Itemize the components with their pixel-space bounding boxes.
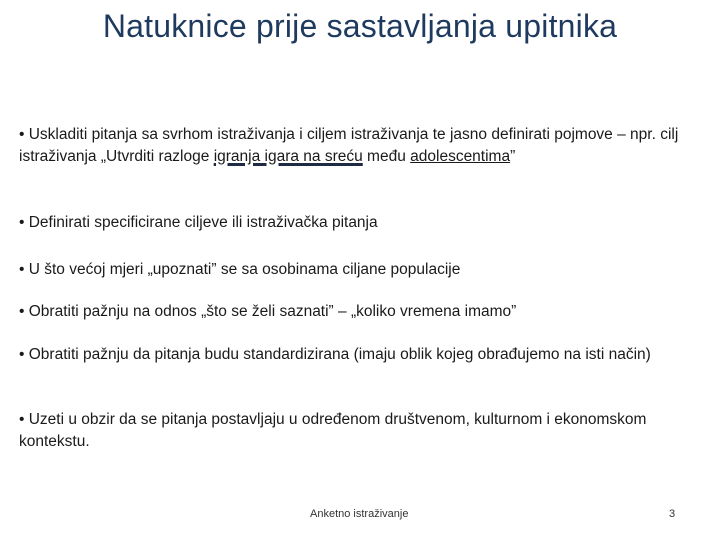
page-number: 3 bbox=[669, 508, 676, 520]
bullet-item-1 bbox=[19, 124, 709, 168]
bullet-item-3: • U što većoj mjeri „upoznati” se sa osobinama ciljane populacije bbox=[19, 261, 461, 278]
slide-footer: Anketno istraživanje bbox=[310, 508, 409, 520]
bullet-1-text: • Uskladiti pitanja sa svrhom istraživanja i ciljem istraživanja te jasno definirati pojmove – npr. cilj istraživanja „Utvrditi razloge bbox=[19, 126, 679, 165]
bullet-item-2: • Definirati specificirane ciljeve ili istraživačka pitanja bbox=[19, 214, 378, 231]
bullet-item-5: • Obratiti pažnju da pitanja budu standardizirana (imaju oblik kojeg obrađujemo na isti način) bbox=[19, 346, 651, 363]
slide-title: Natuknice prije sastavljanja upitnika bbox=[102, 8, 618, 44]
bullet-1-post: ” bbox=[510, 148, 516, 165]
bullet-1-underlined: adolescentima bbox=[410, 148, 511, 165]
bullet-1-highlight: igranja igara na sreću bbox=[213, 148, 363, 165]
bullet-1-mid: među bbox=[362, 148, 411, 165]
bullet-item-6: • Uzeti u obzir da se pitanja postavljaju u određenom društvenom, kulturnom i ekonomskom kontekstu. bbox=[19, 411, 647, 450]
bullet-item-4: • Obratiti pažnju na odnos „što se želi saznati” – „koliko vremena imamo” bbox=[19, 303, 517, 320]
